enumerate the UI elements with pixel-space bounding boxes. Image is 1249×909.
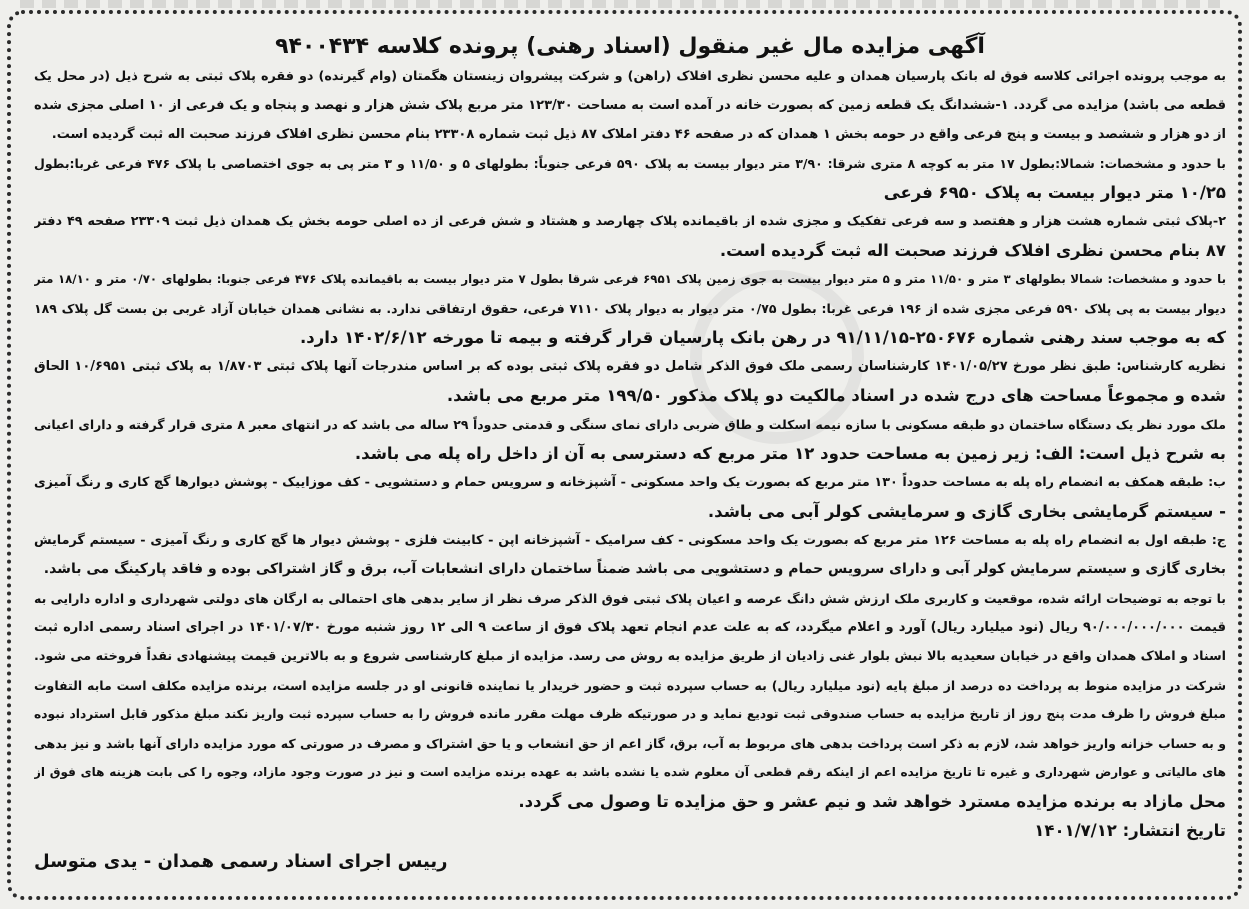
- body-line: بخاری گازی و سیستم سرمایش کولر آبی و دارای سرویس حمام و دستشویی می باشد ضمناً ساختمان دارای انشعابات آب، برق و گاز اشتراکی بوده و فاقد پارکینگ می باشد.: [43, 561, 1226, 577]
- body-line: شده و مجموعاً مساحت های درج شده در اسناد مالکیت دو پلاک مذکور ۱۹۹/۵۰ متر مربع می باشد.: [446, 386, 1226, 405]
- body-line: ب: طبقه همکف به انضمام راه پله به مساحت حدوداً ۱۳۰ متر مربع که بصورت یک واحد مسکونی - آشپزخانه و سرویس حمام و دستشویی - کف موزاییک - پوشش دیوارها گچ کاری و رنگ آمیزی: [34, 475, 1226, 490]
- notice-body: [34, 62, 1226, 845]
- body-line: ۱۰/۲۵ متر دیوار بیست به پلاک ۶۹۵۰ فرعی: [883, 183, 1226, 202]
- top-header-strip: [20, 0, 1220, 8]
- body-line: و به حساب خزانه واریز خواهد شد، لازم به ذکر است پرداخت بدهی های مربوط به آب، برق، گاز اعم از حق انشعاب و یا حق اشتراک و مصرف در صورتی که مورد مزایده دارای آنها باشد و نیز بدهی: [34, 736, 1226, 751]
- body-line: محل مازاد به برنده مزایده مسترد خواهد شد و نیم عشر و حق مزایده تا وصول می گردد.: [518, 792, 1226, 811]
- body-line: ج: طبقه اول به انضمام راه پله به مساحت ۱۲۶ متر مربع که بصورت یک واحد مسکونی - کف سرامیک - آشپزخانه اپن - کابینت فلزی - پوشش دیوار ها گچ کاری و رنگ آمیزی - سیستم گرمایش: [34, 533, 1226, 548]
- body-line: نظریه کارشناس: طبق نظر مورخ ۱۴۰۱/۰۵/۲۷ کارشناسان رسمی ملک فوق الذکر شامل دو فقره پلاک ثبتی بوده که بر اساس مندرجات آنها پلاک ثبتی ۱/۸۷۰۳ به پلاک ثبتی ۱۰/۶۹۵۱ الحاق: [34, 359, 1226, 374]
- body-line: با حدود و مشخصات: شمالا:بطول ۱۷ متر به کوچه ۸ متری شرقا: ۳/۹۰ متر دیوار بیست به پلاک ۵۹۰ فرعی جنوباً: بطولهای ۵ و ۱۱/۵۰ و ۳ متر پی به جوی اختصاصی با پلاک ۴۷۶ فرعی غربا:بطول: [34, 156, 1226, 171]
- body-line: دیوار بیست به پی پلاک ۵۹۰ فرعی مجزی شده از ۱۹۶ فرعی غربا: بطول ۰/۷۵ متر دیوار به دیوار پلاک ۷۱۱۰ فرعی، حقوق ارتفاقی ندارد. به نشانی همدان خیابان آزاد غربی بن بست گل پلاک ۱۸۹: [34, 301, 1226, 316]
- body-line: قیمت ۹۰/۰۰۰/۰۰۰/۰۰۰ ریال (نود میلیارد ریال) آورد و اعلام میگردد، که به علت عدم انجام تعهد پلاک فوق از ساعت ۹ الی ۱۲ روز شنبه مورخ ۱۴۰۱/۰۷/۳۰ در اجرای اسناد رسمی اداره ثبت: [34, 620, 1226, 635]
- body-line: اسناد و املاک همدان واقع در خیابان سعیدیه بالا نبش بلوار غنی زادیان از طریق مزایده به روش می رسد. مزایده از مبلغ کارشناسی شروع و به بالاترین قیمت پیشنهادی نقداً فروخته می شود.: [34, 649, 1226, 664]
- publication-date: تاریخ انتشار: ۱۴۰۱/۷/۱۲: [1034, 821, 1226, 840]
- body-line: شرکت در مزایده منوط به پرداخت ده درصد از مبلغ پایه (نود میلیارد ریال) به حساب سپرده ثبت و حضور خریدار یا نماینده قانونی او در جلسه مزایده است، برنده مزایده مکلف است مابه التفاوت: [34, 678, 1226, 693]
- body-line: قطعه می باشد) مزایده می گردد. ۱-ششدانگ یک قطعه زمین که بصورت خانه در آمده است به مساحت ۱۲۳/۳۰ متر مربع پلاک شش هزار و نهصد و پنجاه و یک فرعی از ۱۰ اصلی مجزی شده: [34, 98, 1226, 113]
- body-line: که به موجب سند رهنی شماره ۲۵۰۶۷۶-۹۱/۱۱/۱۵ در رهن بانک پارسیان قرار گرفته و بیمه تا مورخه ۱۴۰۲/۶/۱۲ دارد.: [299, 328, 1226, 347]
- body-line: به شرح ذیل است: الف: زیر زمین به مساحت حدود ۱۲ متر مربع که دسترسی به آن از داخل راه پله می باشد.: [354, 444, 1226, 463]
- body-line: با حدود و مشخصات: شمالا بطولهای ۳ متر و ۱۱/۵۰ متر و ۵ متر دیوار بیست به جوی زمین پلاک ۶۹۵۱ فرعی شرقا بطول ۷ متر دیوار بیست به باقیمانده پلاک ۴۷۶ فرعی جنوبا: بطولهای ۰/۷۰ متر و ۱۸/۱۰ متر: [34, 272, 1226, 286]
- body-line: - سیستم گرمایشی بخاری گازی و سرمایشی کولر آبی می باشد.: [707, 502, 1226, 521]
- body-line: مبلغ فروش را ظرف مدت پنج روز از تاریخ مزایده به حساب صندوقی ثبت تودیع نماید و در صورتیکه ظرف مهلت مقرر مانده فروش را به حساب سپرده ثبت واریز نکند مبلغ مذکور قابل استرداد نبوده: [34, 707, 1226, 721]
- body-line: با توجه به توضیحات ارائه شده، موقعیت و کاربری ملک ارزش شش دانگ عرصه و اعیان پلاک ثبتی فوق الذکر صرف نظر از سایر بدهی های احتمالی به ارگان های دولتی شهرداری و اداره دارایی به: [34, 591, 1226, 606]
- body-line: از دو هزار و ششصد و بیست و پنج فرعی واقع در حومه بخش ۱ همدان که در صفحه ۴۶ دفتر املاک ۸۷ ذیل ثبت شماره ۲۳۳۰۸ بنام محسن نظری افلاک فرزند صحبت اله ثبت گردیده است.: [51, 127, 1226, 142]
- body-line: ۲-پلاک ثبتی شماره هشت هزار و هفتصد و سه فرعی تفکیک و مجزی شده از باقیمانده پلاک چهارصد و هشتاد و شش فرعی از ده اصلی حومه بخش یک همدان ذیل ثبت ۲۳۳۰۹ صفحه ۴۹ دفتر: [34, 214, 1226, 229]
- notice-title: آگهی مزایده مال غیر منقول (اسناد رهنی) پرونده کلاسه ۹۴۰۰۴۳۴: [275, 34, 985, 59]
- body-line: های مالیاتی و عوارض شهرداری و غیره تا تاریخ مزایده اعم از اینکه رقم قطعی آن معلوم شده یا نشده باشد به عهده برنده مزایده است و نیز در صورت وجود مازاد، وجوه را کی بابت هزینه های فوق از: [34, 765, 1226, 779]
- signature: رییس اجرای اسناد رسمی همدان - یدی متوسل: [34, 851, 448, 872]
- body-line: ملک مورد نظر یک دستگاه ساختمان دو طبقه مسکونی با سازه نیمه اسکلت و طاق ضربی دارای نمای سنگی و قدمتی حدوداً ۲۹ ساله می باشد که در انتهای معبر ۸ متری قرار گرفته و دارای اعیانی: [34, 417, 1226, 432]
- body-line: به موجب پرونده اجرائی کلاسه فوق له بانک پارسیان همدان و علیه محسن نظری افلاک (راهن) و شرکت پیشروان زینستان هگمتان (وام گیرنده) دو فقره پلاک ثبتی به شرح ذیل (در محل یک: [34, 69, 1226, 84]
- body-line: ۸۷ بنام محسن نظری افلاک فرزند صحبت اله ثبت گردیده است.: [719, 241, 1226, 260]
